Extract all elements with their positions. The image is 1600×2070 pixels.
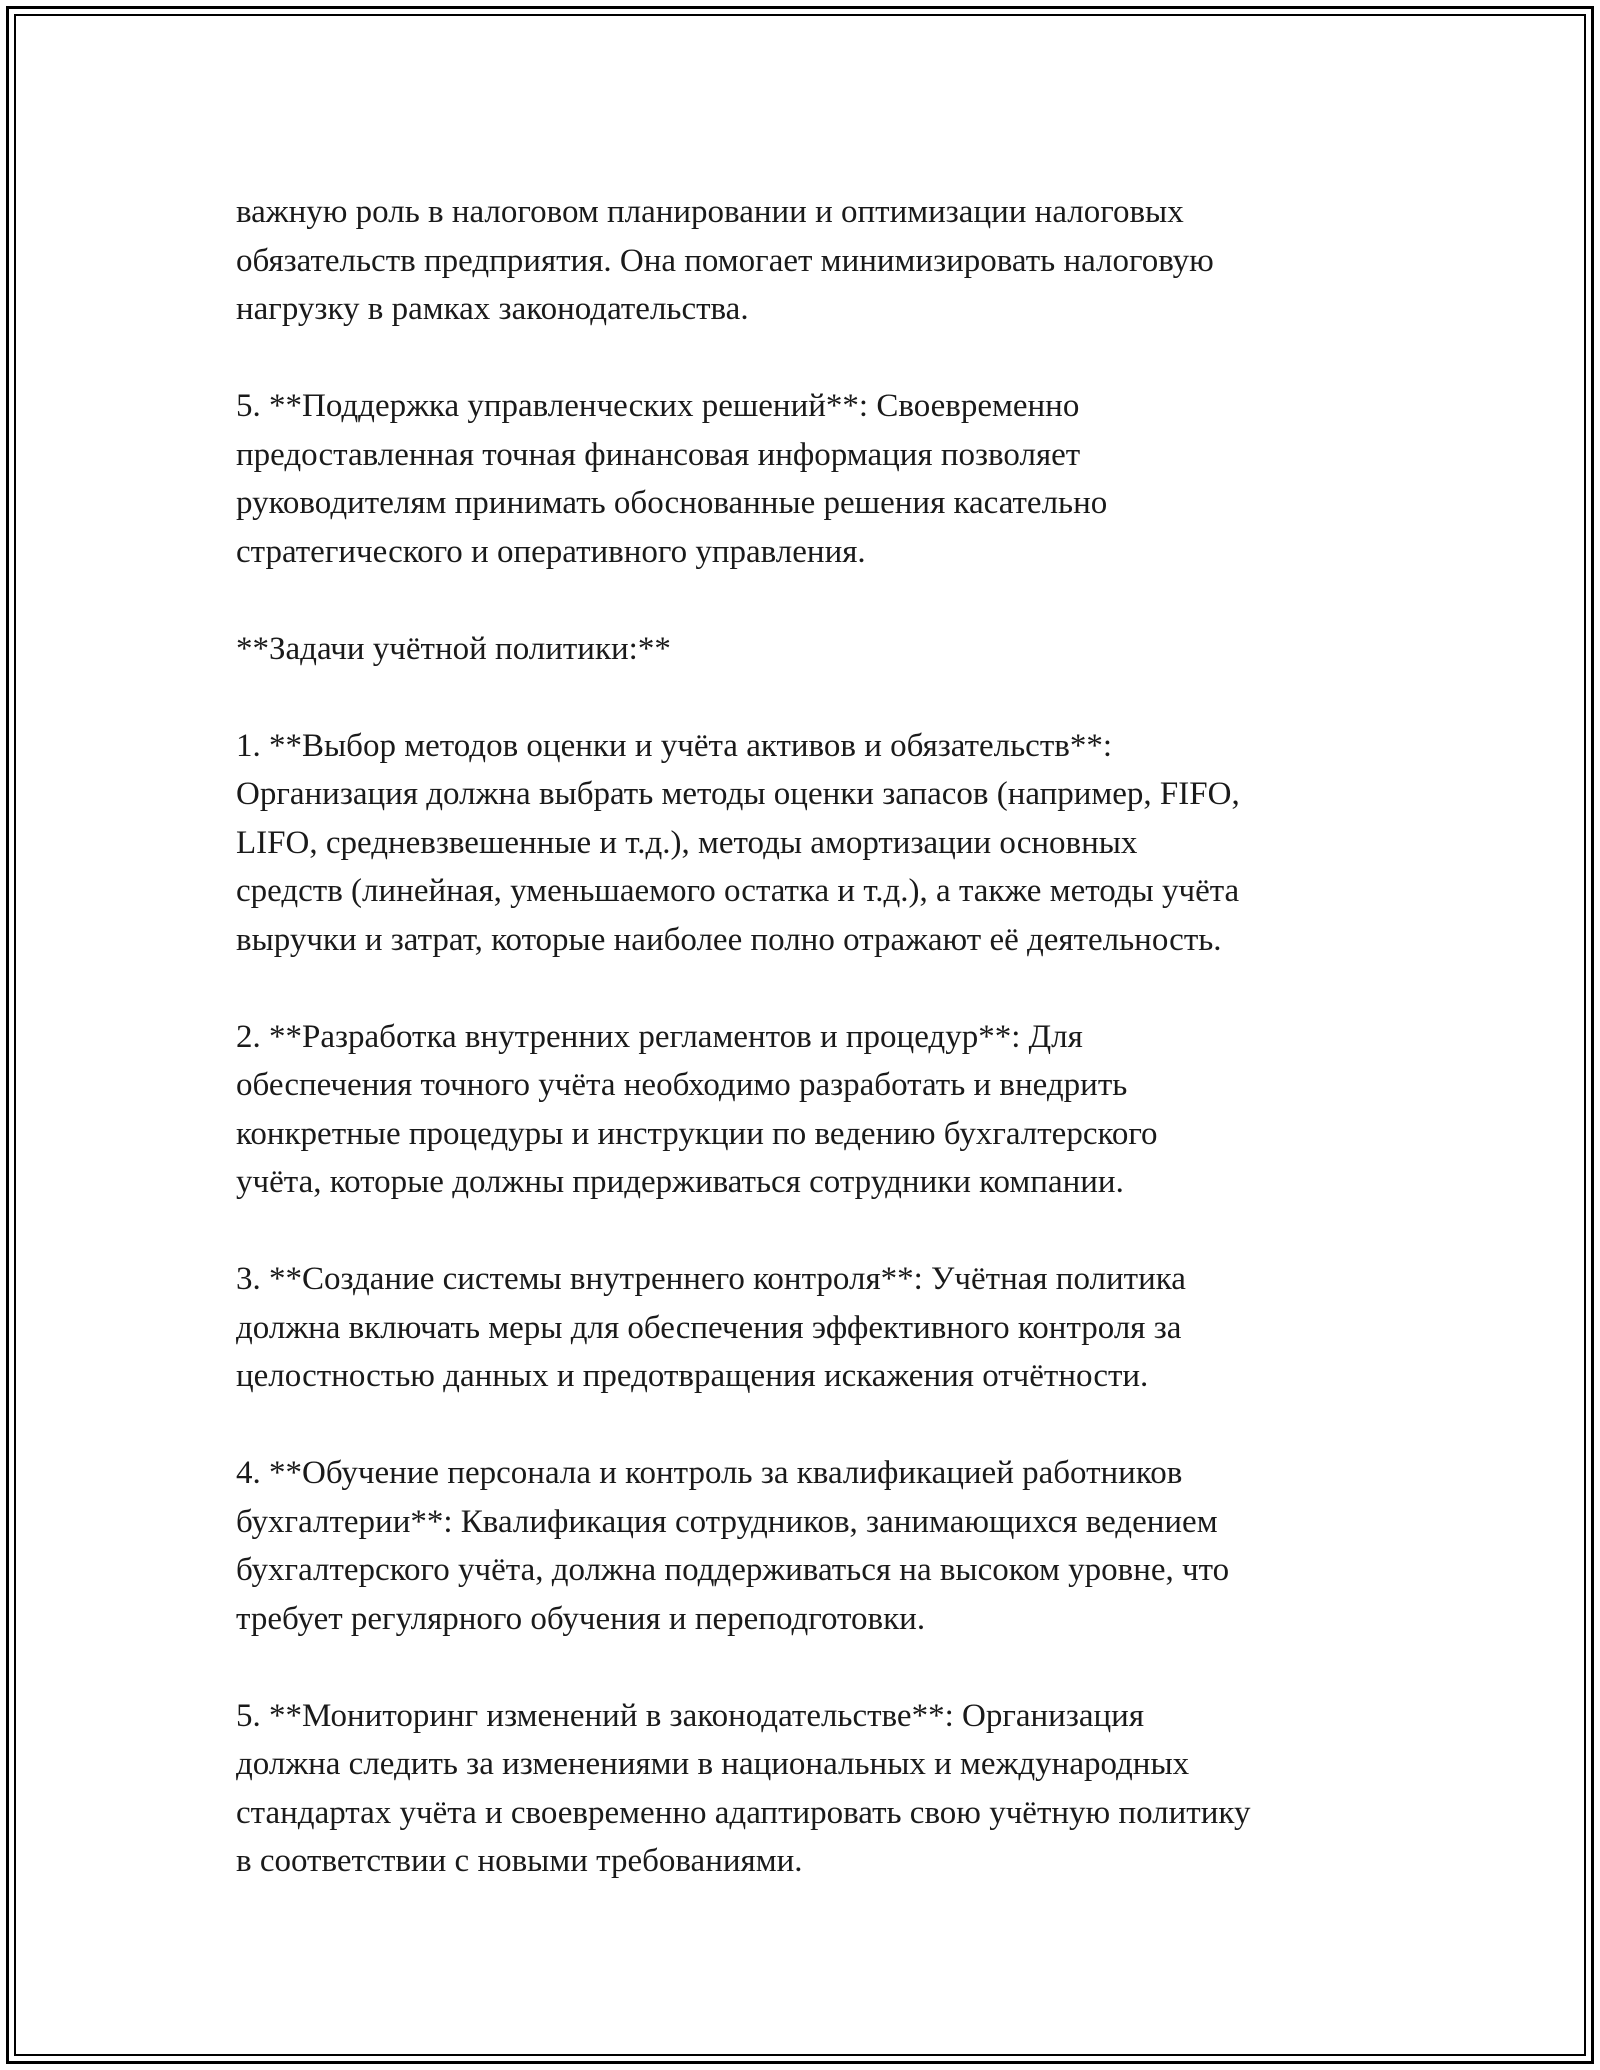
text-line: выручки и затрат, которые наиболее полно отражают её деятельность. bbox=[236, 921, 1222, 958]
document-body bbox=[236, 188, 1386, 1934]
text-line: 1. **Выбор методов оценки и учёта активов и обязательств**: bbox=[236, 727, 1112, 764]
text-line: 2. **Разработка внутренних регламентов и процедур**: Для bbox=[236, 1018, 1083, 1055]
paragraph-task-2 bbox=[236, 1013, 1386, 1207]
text-line: учёта, которые должны придерживаться сотрудники компании. bbox=[236, 1164, 1124, 1200]
section-heading-tasks bbox=[236, 625, 1386, 674]
text-line: конкретные процедуры и инструкции по ведению бухгалтерского bbox=[236, 1115, 1158, 1152]
text-line: 4. **Обучение персонала и контроль за квалификацией работников bbox=[236, 1455, 1183, 1491]
text-line: Организация должна выбрать методы оценки запасов (например, FIFO, bbox=[236, 776, 1240, 812]
text-line: обеспечения точного учёта необходимо разработать и внедрить bbox=[236, 1067, 1128, 1103]
text-line: стандартах учёта и своевременно адаптировать свою учётную политику bbox=[236, 1794, 1251, 1831]
paragraph-task-1 bbox=[236, 722, 1386, 965]
text-line: **Задачи учётной политики:** bbox=[236, 630, 671, 667]
text-line: предоставленная точная финансовая информация позволяет bbox=[236, 436, 1081, 473]
text-line: 3. **Создание системы внутреннего контроля**: Учётная политика bbox=[236, 1261, 1186, 1297]
text-line: в соответствии с новыми требованиями. bbox=[236, 1843, 803, 1879]
text-line: бухгалтерского учёта, должна поддерживаться на высоком уровне, что bbox=[236, 1552, 1230, 1588]
text-line: стратегического и оперативного управления. bbox=[236, 533, 866, 570]
text-line: руководителям принимать обоснованные решения касательно bbox=[236, 485, 1108, 521]
text-line: целостностью данных и предотвращения искажения отчётности. bbox=[236, 1358, 1149, 1394]
text-line: должна следить за изменениями в национальных и международных bbox=[236, 1746, 1190, 1782]
text-line: LIFO, средневзвешенные и т.д.), методы амортизации основных bbox=[236, 824, 1138, 861]
text-line: нагрузку в рамках законодательства. bbox=[236, 291, 749, 327]
text-line: требует регулярного обучения и переподготовки. bbox=[236, 1600, 926, 1637]
text-line: обязательств предприятия. Она помогает минимизировать налоговую bbox=[236, 242, 1214, 279]
paragraph-task-3 bbox=[236, 1255, 1386, 1401]
paragraph-management-support bbox=[236, 382, 1386, 576]
paragraph-task-5 bbox=[236, 1692, 1386, 1886]
paragraph-tax-planning bbox=[236, 188, 1386, 334]
text-line: 5. **Мониторинг изменений в законодательстве**: Организация bbox=[236, 1697, 1145, 1734]
text-line: 5. **Поддержка управленческих решений**: Своевременно bbox=[236, 388, 1080, 424]
text-line: средств (линейная, уменьшаемого остатка и т.д.), а также методы учёта bbox=[236, 873, 1240, 909]
paragraph-task-4 bbox=[236, 1449, 1386, 1643]
text-line: бухгалтерии**: Квалификация сотрудников, занимающихся ведением bbox=[236, 1503, 1218, 1540]
text-line: важную роль в налоговом планировании и оптимизации налоговых bbox=[236, 194, 1184, 230]
text-line: должна включать меры для обеспечения эффективного контроля за bbox=[236, 1309, 1182, 1346]
